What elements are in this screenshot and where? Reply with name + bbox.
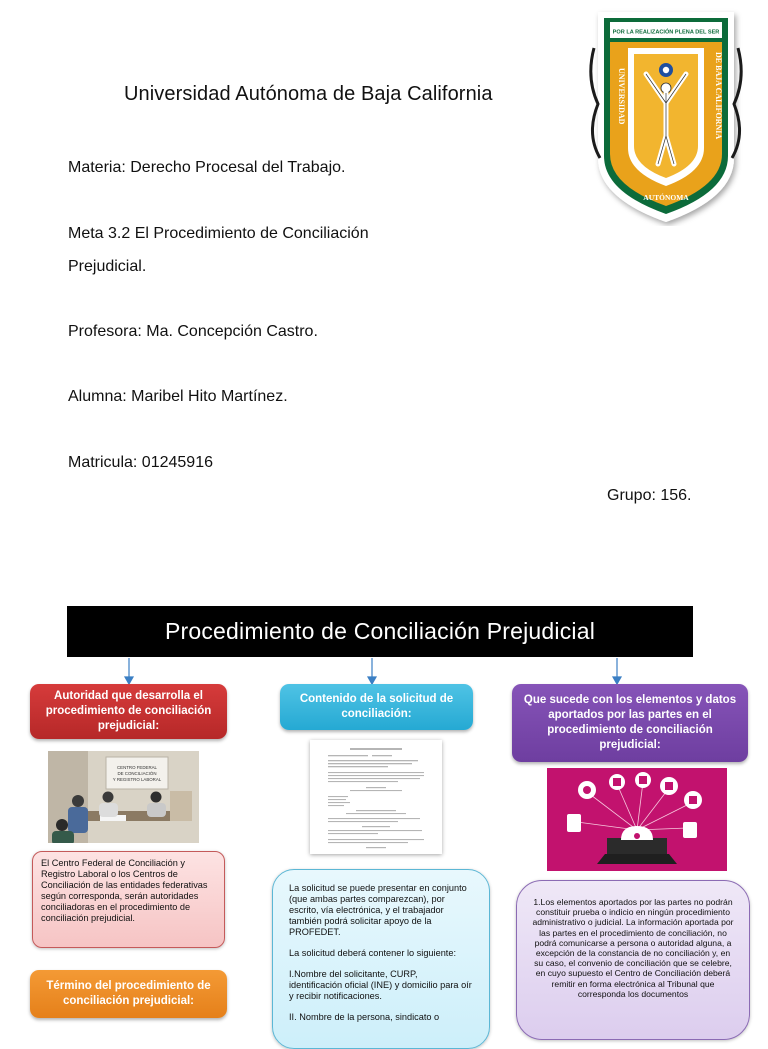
svg-text:DE BAJA CALIFORNIA: DE BAJA CALIFORNIA [714, 52, 723, 140]
svg-text:POR LA REALIZACIÓN PLENA DEL S: POR LA REALIZACIÓN PLENA DEL SER [612, 29, 720, 36]
student-line: Alumna: Maribel Hito Martínez. [68, 388, 288, 405]
request-form-thumbnail [310, 740, 442, 854]
authority-description-text: El Centro Federal de Conciliación y Registro Laboral o los Centros de Conciliación de las entidades federativas según corresponda, serán autoridades conciliadoras en el procedimiento de conciliación prejudicial. [41, 858, 208, 923]
svg-text:UNIVERSIDAD: UNIVERSIDAD [617, 68, 626, 125]
university-seal-logo [588, 8, 744, 226]
authority-description [32, 851, 225, 948]
svg-text:AUTÓNOMA: AUTÓNOMA [643, 193, 689, 202]
request-content-description [272, 869, 490, 1049]
goal-line-2: Prejudicial. [68, 258, 147, 275]
data-security-illustration [547, 768, 727, 871]
goal-line-1: Meta 3.2 El Procedimiento de Conciliación [68, 225, 369, 242]
group-line: Grupo: 156. [607, 487, 692, 504]
term-header: Término del procedimiento de conciliación prejudicial: [30, 970, 227, 1018]
request-content-header: Contenido de la solicitud de conciliación: [280, 684, 473, 730]
concept-map-title: Procedimiento de Conciliación Prejudicial [67, 606, 693, 657]
data-handling-text: 1.Los elementos aportados por las partes no podrán constituir prueba o indicio en ningún procedimiento administrativo o judicial. La información aportada por las partes en el procedimiento de conciliación, no podrá comunicarse a persona o autoridad alguna, a excepción de la constancia de no conciliación y, en su caso, el convenio de conciliación que se celebre, en cuyo supuesto el Centro de Conciliación deberá remitir en forma electrónica al Tribunal que corresponda los documentos [532, 897, 734, 999]
subject-line: Materia: Derecho Procesal del Trabajo. [68, 159, 346, 176]
data-handling-description [516, 880, 750, 1040]
request-paragraph-1: La solicitud se puede presentar en conjunto (que ambas partes comparezcan), por escrito, vía electrónica, y el trabajador también podrá solicitar apoyo de la PROFEDET. [289, 883, 467, 937]
office-sign-text: CENTRO FEDERAL [116, 765, 158, 770]
connector-arrows [0, 657, 768, 687]
request-paragraph-3: I.Nombre del solicitante, CURP, identificación oficial (INE) y domicilio para oír y recibir notificaciones. [289, 969, 472, 1001]
id-number-line: Matricula: 01245916 [68, 454, 213, 471]
university-title: Universidad Autónoma de Baja California [124, 83, 493, 105]
data-handling-header: Que sucede con los elementos y datos aportados por las partes en el procedimiento de conciliación prejudicial: [512, 684, 748, 762]
request-paragraph-4: II. Nombre de la persona, sindicato o [289, 1012, 440, 1022]
authority-header: Autoridad que desarrolla el procedimiento de conciliación prejudicial: [30, 684, 227, 739]
request-paragraph-2: La solicitud deberá contener lo siguiente: [289, 948, 457, 958]
svg-text:DE CONCILIACIÓN: DE CONCILIACIÓN [117, 771, 157, 776]
teacher-line: Profesora: Ma. Concepción Castro. [68, 323, 318, 340]
authority-office-photo [48, 751, 199, 843]
svg-text:Y REGISTRO LABORAL: Y REGISTRO LABORAL [112, 777, 162, 782]
